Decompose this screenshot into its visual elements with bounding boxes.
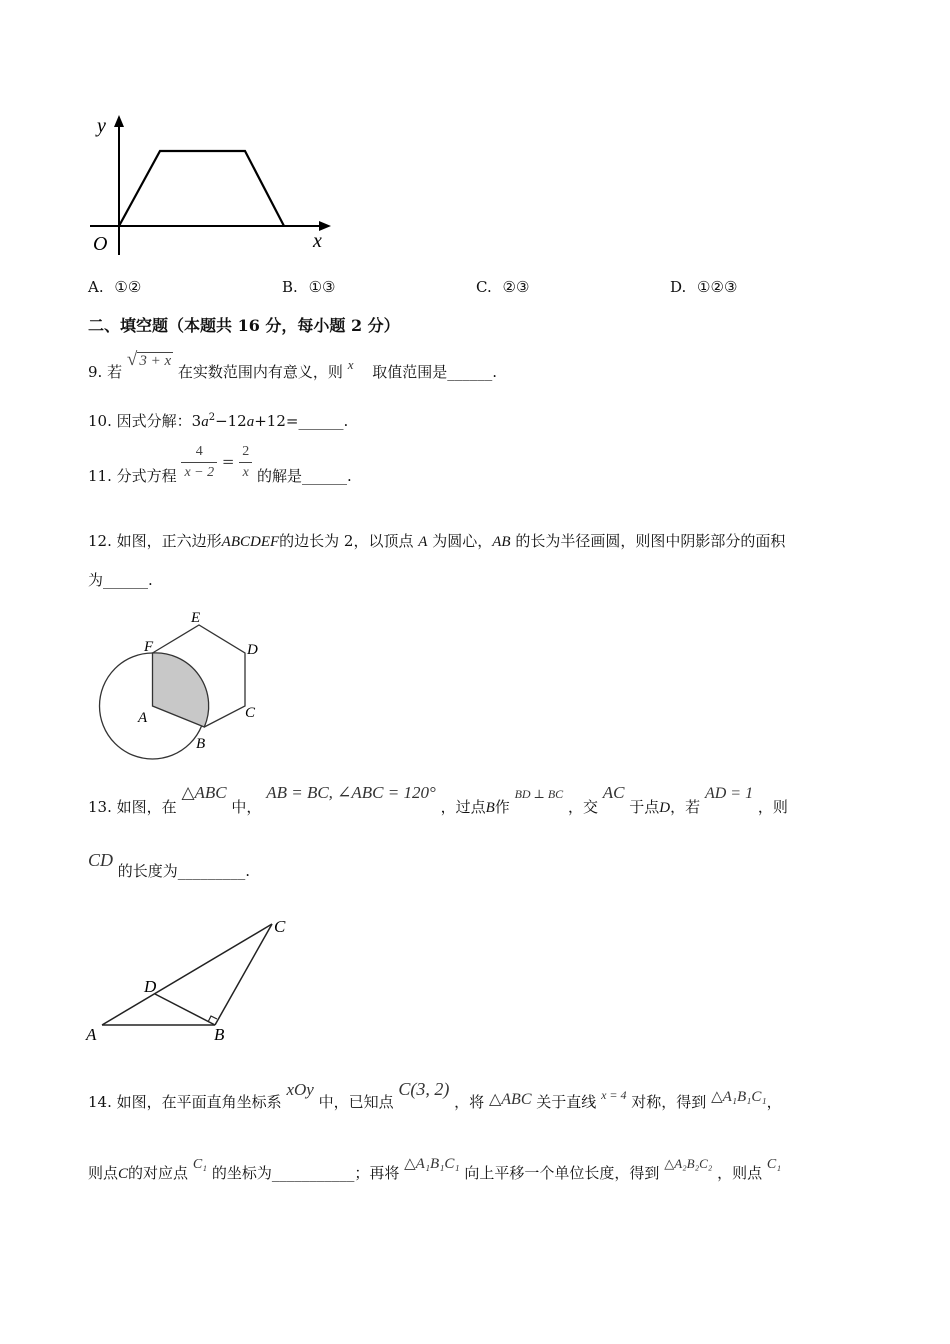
q13-line2: 的长度为_________. [117, 862, 251, 880]
q9-mid: 在实数范围内有意义，则 [177, 363, 343, 381]
q14-end1: ， [766, 1093, 782, 1111]
option-b-value: ①③ [308, 278, 336, 296]
q14-l2-mid4: ，则点 [717, 1164, 763, 1182]
q13-mid2: 作 [494, 798, 510, 816]
label-b: B [196, 736, 206, 752]
question-12-line2: 为______. [88, 571, 153, 589]
question-9 [88, 349, 498, 393]
q10-post: +12=______. [254, 412, 349, 430]
q12-hex: ABCDEF [221, 534, 280, 550]
q14-mid1: 中，已知点 [318, 1093, 394, 1111]
q12-ab: AB [492, 534, 511, 550]
label-a: A [86, 1025, 97, 1044]
option-b-label: B. [282, 278, 298, 296]
q9-sqrt: √ 3 + x [126, 349, 172, 370]
label-b: B [214, 1025, 225, 1044]
segment-bd [155, 994, 215, 1025]
option-b [282, 278, 335, 296]
right-angle-mark [208, 1016, 217, 1022]
q13-ad: AD = 1 [704, 785, 754, 802]
label-d: D [247, 642, 258, 658]
q11-equals: = [221, 452, 235, 471]
q11-number: 11. [88, 466, 112, 485]
q11-fraction-2 [239, 442, 252, 483]
q14-c1: C₁ [192, 1157, 208, 1172]
side-bc [215, 924, 272, 1025]
q14-mid4: 对称，得到 [631, 1093, 707, 1111]
q10-number: 10. [88, 412, 112, 430]
label-a: A [138, 710, 148, 726]
q14-triangle2: △A₂B₂C₂ [664, 1156, 713, 1171]
hexagon-circle-figure [95, 605, 270, 765]
q14-l2-mid3: 向上平移一个单位长度，得到 [464, 1164, 660, 1182]
question-13-line2 [88, 850, 251, 881]
label-f: F [144, 639, 154, 655]
q14-l2-mid2: 的坐标为___________；再将 [211, 1164, 400, 1182]
q14-l2-pre: 则点 [88, 1164, 119, 1182]
question-14 [88, 1078, 782, 1126]
origin-label: O [93, 233, 108, 255]
q10-mid: −12 [215, 412, 247, 430]
label-e: E [191, 610, 201, 626]
question-13 [88, 784, 788, 831]
q11-frac1-num: 4 [181, 442, 217, 463]
label-d: D [144, 977, 157, 996]
q12-text-c: 为圆心， [432, 532, 493, 550]
q9-var: x [347, 357, 354, 372]
q12-text-a: 如图，正六边形 [116, 532, 222, 550]
option-a-label: A. [88, 278, 104, 296]
q13-cd: CD [88, 850, 114, 870]
question-12 [88, 530, 785, 551]
q13-ac: AC [602, 783, 625, 802]
q14-l2-mid1: 的对应点 [128, 1164, 189, 1182]
option-d-value: ①②③ [697, 278, 738, 296]
q14-c: C [118, 1166, 129, 1182]
q13-d: D [659, 800, 671, 816]
option-c [476, 278, 529, 296]
q13-pre: 如图，在 [116, 798, 177, 816]
option-d-label: D. [670, 278, 687, 296]
q12-number: 12. [88, 532, 112, 550]
q14-c1b: C₁ [766, 1157, 782, 1172]
q13-mid4: 于点 [629, 798, 660, 816]
question-10 [88, 410, 348, 431]
label-c: C [274, 917, 286, 936]
q9-post: 取值范围是______. [372, 363, 498, 381]
q13-number: 13. [88, 798, 112, 816]
y-label: y [97, 115, 106, 137]
q10-a2: a [246, 414, 255, 430]
question-14-line2 [88, 1150, 781, 1198]
q13-perp: BD ⊥ BC [514, 787, 564, 801]
q13-zhong: 中， [231, 798, 262, 816]
q13-triangle: △ABC [181, 783, 227, 802]
option-c-value: ②③ [502, 278, 530, 296]
triangle-figure [82, 912, 297, 1047]
q11-fraction-1 [181, 442, 217, 483]
q14-triangle1: △A₁B₁C₁ [711, 1089, 767, 1105]
q10-exp: 2 [208, 412, 216, 423]
q11-frac2-den: x [242, 465, 249, 480]
label-c: C [245, 705, 256, 721]
q14-mid3: 关于直线 [536, 1093, 597, 1111]
q14-triangle: △ABC [488, 1091, 532, 1108]
q14-point: C(3, 2) [398, 1079, 450, 1099]
option-a [88, 278, 141, 296]
q13-condition: AB = BC, ∠ABC = 120° [266, 783, 436, 802]
q13-mid3: ，交 [567, 798, 598, 816]
graph-line [119, 151, 284, 226]
q10-pre: 因式分解：3 [116, 412, 202, 430]
trapezoid-graph [85, 110, 345, 260]
q9-pre: 若 [107, 363, 123, 381]
y-axis-arrow [114, 115, 124, 127]
q13-end: ，则 [757, 798, 788, 816]
q14-number: 14. [88, 1093, 112, 1111]
q11-frac2-num: 2 [239, 442, 252, 463]
q14-pre: 如图，在平面直角坐标系 [116, 1093, 282, 1111]
x-label: x [313, 230, 322, 252]
q9-radicand: 3 + x [139, 353, 172, 369]
q12-text-d: 的长为半径画圆，则图中阴影部分的面积 [515, 532, 786, 550]
q12-text-b: 的边长为 2，以顶点 [279, 532, 414, 550]
q11-post: 的解是______. [257, 466, 352, 485]
section-title: 二、填空题（本题共 16 分，每小题 2 分） [88, 316, 400, 335]
q11-frac1-den: x − 2 [184, 465, 215, 480]
option-a-value: ①② [114, 278, 142, 296]
question-11 [88, 442, 352, 483]
option-d [670, 278, 737, 296]
q9-number: 9. [88, 363, 103, 381]
q10-a1: a [201, 414, 209, 430]
option-c-label: C. [476, 278, 492, 296]
q13-b: B [485, 800, 495, 816]
q14-line: x = 4 [601, 1088, 627, 1102]
q11-pre: 分式方程 [116, 466, 177, 485]
q14-mid2: ，将 [454, 1093, 485, 1111]
q14-xoy: xOy [286, 1080, 314, 1099]
q13-mid1: ，过点 [440, 798, 486, 816]
q14-triangle1b: △A₁B₁C₁ [404, 1156, 460, 1172]
q12-vertex-a: A [418, 534, 428, 550]
q13-mid5: ，若 [670, 798, 701, 816]
